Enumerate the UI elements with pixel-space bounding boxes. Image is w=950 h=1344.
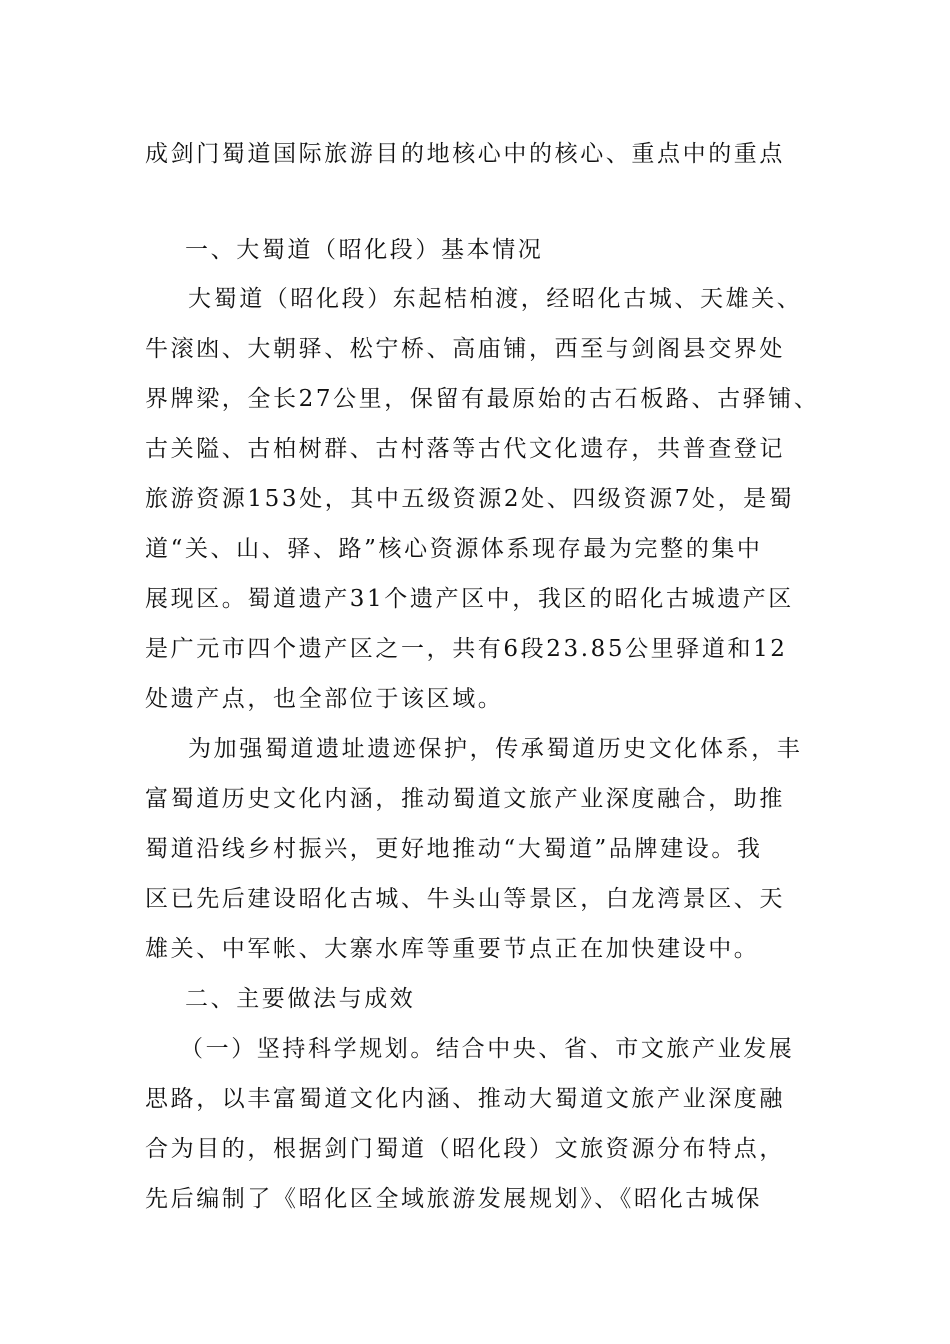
- text-line-8: 道“关、山、驿、路”核心资源体系现存最为完整的集中: [145, 536, 763, 562]
- text-line-18: （一）坚持科学规划。结合中央、省、市文旅产业发展: [180, 1036, 795, 1062]
- text-line-14: 蜀道沿线乡村振兴，更好地推动“大蜀道”品牌建设。我: [145, 836, 763, 862]
- text-line-11: 处遗产点，也全部位于该区域。: [145, 686, 504, 712]
- text-line-15: 区已先后建设昭化古城、牛头山等景区，白龙湾景区、天: [145, 886, 785, 912]
- text-line-13: 富蜀道历史文化内涵，推动蜀道文旅产业深度融合，助推: [145, 786, 785, 812]
- section-heading-2: 二、主要做法与成效: [185, 986, 416, 1012]
- text-line-21: 先后编制了《昭化区全域旅游发展规划》、《昭化古城保: [145, 1186, 762, 1212]
- text-line-12: 为加强蜀道遗址遗迹保护，传承蜀道历史文化体系，丰: [188, 736, 803, 762]
- text-line-6: 古关隘、古柏树群、古村落等古代文化遗存，共普查登记: [145, 436, 785, 462]
- text-line-1: 成剑门蜀道国际旅游目的地核心中的核心、重点中的重点: [145, 141, 785, 167]
- text-line-10: 是广元市四个遗产区之一，共有6段23.85公里驿道和12: [145, 636, 788, 662]
- text-line-4: 牛滚凼、大朝驿、松宁桥、高庙铺，西至与剑阁县交界处: [145, 336, 785, 362]
- text-line-19: 思路，以丰富蜀道文化内涵、推动大蜀道文旅产业深度融: [145, 1086, 785, 1112]
- text-line-3: 大蜀道（昭化段）东起桔柏渡，经昭化古城、天雄关、: [188, 286, 803, 312]
- text-line-9: 展现区。蜀道遗产31个遗产区中，我区的昭化古城遗产区: [145, 586, 794, 612]
- text-line-7: 旅游资源153处，其中五级资源2处、四级资源7处，是蜀: [145, 486, 795, 512]
- section-heading-1: 一、大蜀道（昭化段）基本情况: [185, 237, 544, 263]
- text-line-5: 界牌梁，全长27公里，保留有最原始的古石板路、古驿铺、: [145, 386, 820, 412]
- text-line-16: 雄关、中军帐、大寨水库等重要节点正在加快建设中。: [145, 936, 760, 962]
- text-line-20: 合为目的，根据剑门蜀道（昭化段）文旅资源分布特点，: [145, 1136, 785, 1162]
